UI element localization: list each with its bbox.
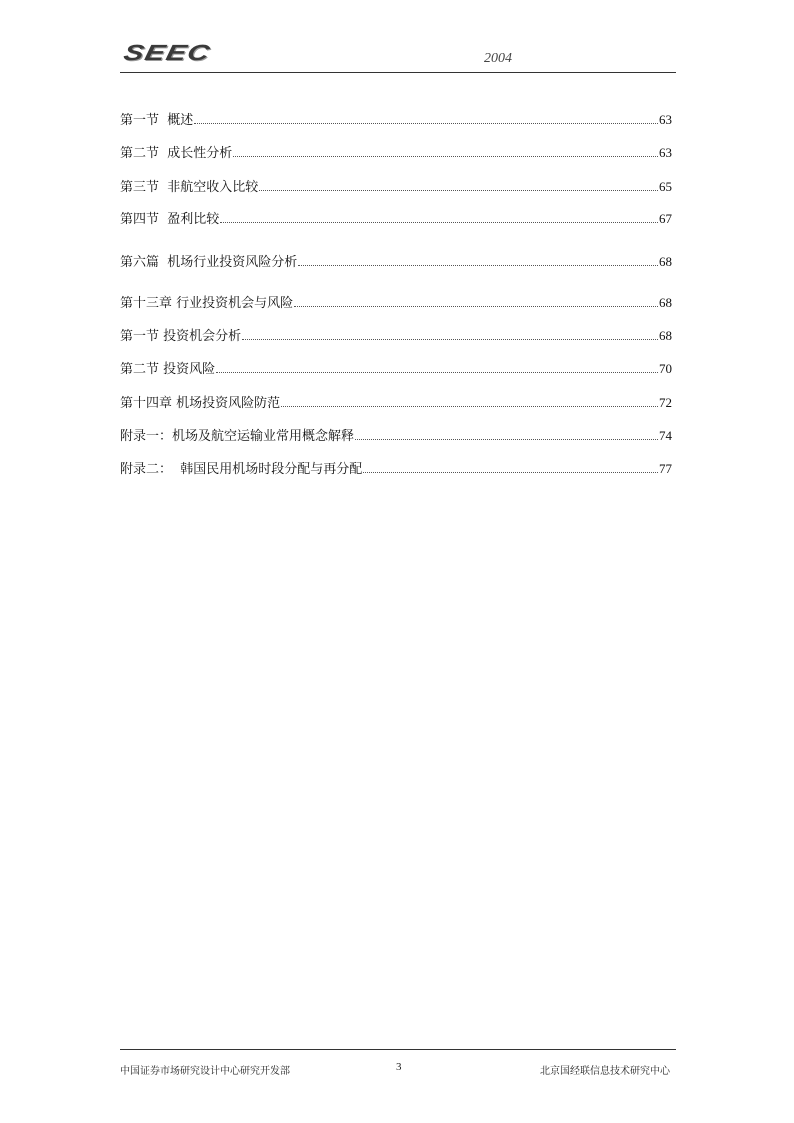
toc-entry-page: 65 bbox=[659, 179, 672, 194]
toc-entry[interactable] bbox=[120, 252, 672, 272]
toc-entry-title: 行业投资机会与风险 bbox=[176, 296, 294, 311]
toc-entry-number: 第六篇 bbox=[120, 255, 168, 270]
toc-entry[interactable] bbox=[120, 459, 672, 479]
toc-entry-number: 第一节 bbox=[120, 113, 168, 128]
header-year: 2004 bbox=[484, 51, 512, 66]
toc-entry[interactable] bbox=[120, 209, 672, 229]
toc-entry-page: 70 bbox=[659, 361, 672, 376]
footer-page-number: 3 bbox=[396, 1061, 402, 1073]
toc-entry[interactable] bbox=[120, 426, 672, 446]
toc-entry-number: 第四节 bbox=[120, 212, 168, 227]
toc-entry-title: 韩国民用机场时段分配与再分配 bbox=[180, 462, 363, 477]
toc-entry-page: 63 bbox=[659, 112, 672, 127]
toc-entry[interactable] bbox=[120, 177, 672, 197]
toc-leader-dots bbox=[355, 438, 658, 440]
toc-entry-title: 非航空收入比较 bbox=[167, 180, 259, 195]
footer-right-org: 北京国经联信息技术研究中心 bbox=[540, 1066, 670, 1077]
toc-entry-number: 第二节 bbox=[120, 362, 164, 377]
toc-leader-dots bbox=[233, 155, 658, 157]
page-header bbox=[120, 38, 676, 73]
toc-entry-title: 投资风险 bbox=[163, 362, 216, 377]
toc-leader-dots bbox=[298, 264, 658, 266]
toc-leader-dots bbox=[216, 371, 658, 373]
toc-entry-number: 第一节 bbox=[120, 329, 164, 344]
toc-leader-dots bbox=[242, 338, 658, 340]
toc-entry-title: 投资机会分析 bbox=[163, 329, 242, 344]
toc-leader-dots bbox=[220, 221, 658, 223]
toc-leader-dots bbox=[281, 405, 658, 407]
toc-entry-page: 67 bbox=[659, 211, 672, 226]
toc-entry-number: 附录二： bbox=[120, 462, 181, 477]
toc-entry-title: 成长性分析 bbox=[167, 146, 233, 161]
toc-entry-page: 74 bbox=[659, 428, 672, 443]
toc-entry[interactable] bbox=[120, 293, 672, 313]
toc-entry-page: 68 bbox=[659, 328, 672, 343]
toc-entry-number: 附录一： bbox=[120, 429, 173, 444]
toc-entry-page: 77 bbox=[659, 461, 672, 476]
toc-leader-dots bbox=[294, 305, 658, 307]
toc-entry-title: 机场行业投资风险分析 bbox=[167, 255, 298, 270]
seec-logo: SEEC bbox=[121, 40, 214, 65]
toc-entry-number: 第十三章 bbox=[120, 296, 177, 311]
toc-entry-number: 第二节 bbox=[120, 146, 168, 161]
toc-entry-title: 概述 bbox=[167, 113, 194, 128]
page-footer bbox=[120, 1049, 676, 1080]
toc-entry[interactable] bbox=[120, 393, 672, 413]
toc-entry-number: 第十四章 bbox=[120, 396, 177, 411]
toc-leader-dots bbox=[194, 122, 658, 124]
toc-entry-page: 68 bbox=[659, 295, 672, 310]
toc-entry[interactable] bbox=[120, 359, 672, 379]
toc-entry[interactable] bbox=[120, 143, 672, 163]
toc-entry-number: 第三节 bbox=[120, 180, 168, 195]
toc-entry-title: 盈利比较 bbox=[167, 212, 220, 227]
toc-leader-dots bbox=[259, 189, 658, 191]
toc-leader-dots bbox=[363, 471, 658, 473]
toc-entry[interactable] bbox=[120, 326, 672, 346]
toc-entry-title: 机场及航空运输业常用概念解释 bbox=[172, 429, 355, 444]
toc-entry[interactable] bbox=[120, 110, 672, 130]
toc-entry-page: 63 bbox=[659, 145, 672, 160]
toc-entry-title: 机场投资风险防范 bbox=[176, 396, 281, 411]
toc-entry-page: 68 bbox=[659, 254, 672, 269]
toc-entry-page: 72 bbox=[659, 395, 672, 410]
footer-left-org: 中国证券市场研究设计中心研究开发部 bbox=[120, 1066, 290, 1077]
